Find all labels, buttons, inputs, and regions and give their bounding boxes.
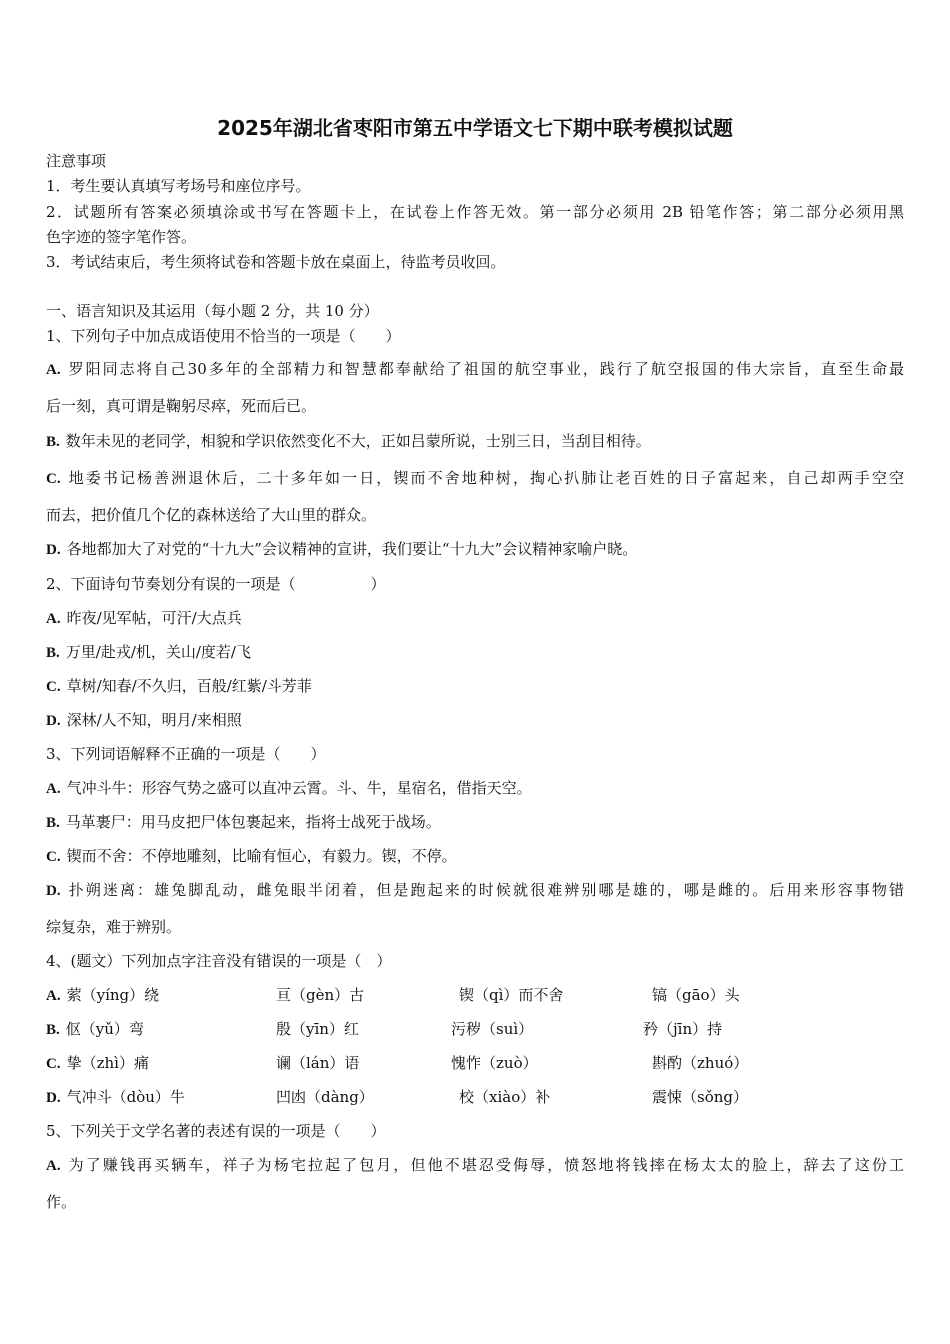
- option-c: C. 草树/知春/不久归，百般/红紫/斗芳菲: [46, 677, 312, 695]
- notice-item: 1．考生要认真填写考场号和座位序号。: [46, 177, 311, 195]
- option-a-cont: 作。: [46, 1193, 77, 1211]
- q4-row-a-col1: A. 萦（yíng）绕: [46, 986, 160, 1004]
- q4-row-a-col3: 锲（qì）而不舍: [459, 986, 564, 1004]
- option-b: B. 万里/赴戎/机，关山/度若/飞: [46, 643, 251, 661]
- option-a: A. 气冲斗牛：形容气势之盛可以直冲云霄。斗、牛，星宿名，借指天空。: [46, 779, 532, 797]
- question-stem: 5、下列关于文学名著的表述有误的一项是（ ）: [46, 1122, 386, 1140]
- page-title: 2025年湖北省枣阳市第五中学语文七下期中联考模拟试题: [217, 116, 733, 140]
- q4-row-b-col4: 矜（jīn）持: [643, 1020, 723, 1038]
- question-stem: 4、(题文）下列加点字注音没有错误的一项是（ ）: [46, 952, 392, 970]
- option-a: A. 罗阳同志将自己30多年的全部精力和智慧都奉献给了祖国的航空事业，践行了航空报国的伟大宗旨，直至生命最: [46, 360, 904, 378]
- option-b: B. 马革裹尸：用马皮把尸体包裹起来，指将士战死于战场。: [46, 813, 441, 831]
- question-stem: 2、下面诗句节奏划分有误的一项是（ ）: [46, 575, 386, 593]
- option-d: D. 扑朔迷离：雄兔脚乱动，雌兔眼半闭着，但是跑起来的时候就很难辨别哪是雄的，哪是雌的。后用来形容事物错: [46, 881, 904, 899]
- option-c-cont: 而去，把价值几个亿的森林送给了大山里的群众。: [46, 506, 377, 524]
- notice-heading: 注意事项: [46, 152, 107, 170]
- option-c: C. 地委书记杨善洲退休后，二十多年如一日，锲而不舍地种树，掏心扒肺让老百姓的日子富起来，自己却两手空空: [46, 469, 904, 487]
- question-stem: 1、下列句子中加点成语使用不恰当的一项是（ ）: [46, 327, 401, 345]
- option-d: D. 深林/人不知，明月/来相照: [46, 711, 242, 729]
- notice-item: 色字迹的签字笔作答。: [46, 228, 197, 246]
- option-a: A. 昨夜/见军帖，可汗/大点兵: [46, 609, 242, 627]
- question-stem: 3、下列词语解释不正确的一项是（ ）: [46, 745, 326, 763]
- q4-row-b-col1: B. 伛（yǔ）弯: [46, 1020, 144, 1038]
- option-a: A. 为了赚钱再买辆车，祥子为杨宅拉起了包月，但他不堪忍受侮辱，愤怒地将钱摔在杨太太的脸上，辞去了这份工: [46, 1156, 904, 1174]
- q4-row-d-col4: 震悚（sǒng）: [652, 1088, 748, 1106]
- option-c: C. 锲而不舍：不停地雕刻，比喻有恒心，有毅力。锲，不停。: [46, 847, 457, 865]
- q4-row-d-col3: 校（xiào）补: [459, 1088, 551, 1106]
- notice-item: 2．试题所有答案必须填涂或书写在答题卡上，在试卷上作答无效。第一部分必须用 2B 铅笔作答；第二部分必须用黑: [46, 203, 904, 221]
- q4-row-b-col2: 殷（yīn）红: [276, 1020, 359, 1038]
- option-d: D. 各地都加大了对党的“十九大”会议精神的宣讲，我们要让“十九大”会议精神家喻户晓。: [46, 540, 638, 558]
- option-a-cont: 后一刻，真可谓是鞠躬尽瘁，死而后已。: [46, 397, 317, 415]
- option-d-cont: 综复杂，难于辨别。: [46, 918, 182, 936]
- option-b: B. 数年未见的老同学，相貌和学识依然变化不大，正如吕蒙所说，士别三日，当刮目相待。: [46, 432, 651, 450]
- q4-row-c-col1: C. 挚（zhì）痛: [46, 1054, 149, 1072]
- q4-row-a-col4: 镐（gāo）头: [652, 986, 740, 1004]
- q4-row-c-col3: 愧怍（zuò）: [451, 1054, 538, 1072]
- q4-row-c-col4: 斟酌（zhuó）: [652, 1054, 749, 1072]
- section-heading: 一、语言知识及其运用（每小题 2 分，共 10 分）: [46, 302, 379, 320]
- q4-row-a-col2: 亘（gèn）古: [276, 986, 365, 1004]
- q4-row-b-col3: 污秽（suì）: [451, 1020, 534, 1038]
- q4-row-d-col1: D. 气冲斗（dòu）牛: [46, 1088, 185, 1106]
- q4-row-c-col2: 谰（lán）语: [276, 1054, 360, 1072]
- notice-item: 3．考试结束后，考生须将试卷和答题卡放在桌面上，待监考员收回。: [46, 253, 506, 271]
- q4-row-d-col2: 凹凼（dàng）: [276, 1088, 374, 1106]
